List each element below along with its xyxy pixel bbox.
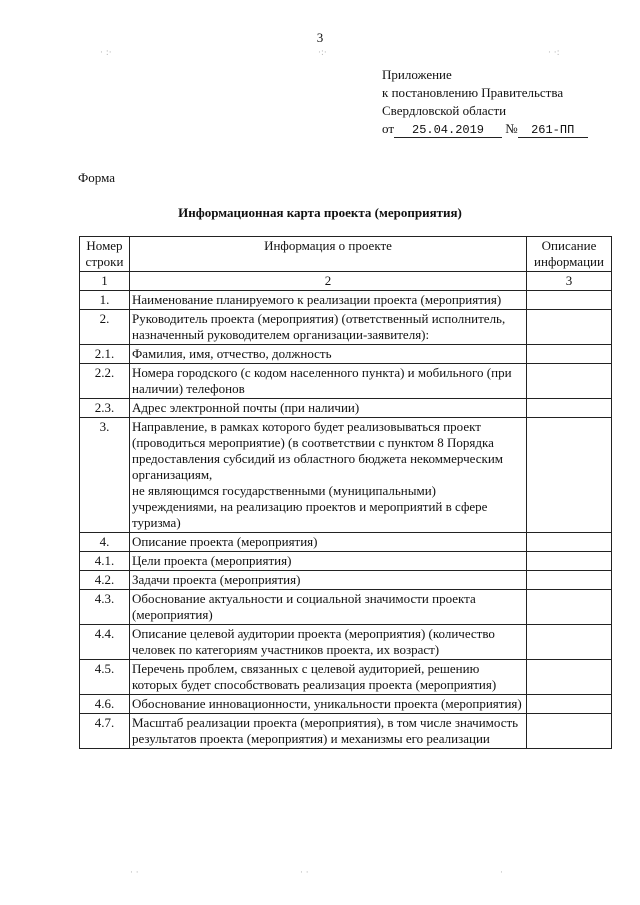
page-number: 3 (316, 30, 324, 45)
row-number: 1. (80, 291, 130, 310)
header-project-info: Информация о проекте (130, 237, 527, 272)
table-row (80, 590, 612, 625)
table-row (80, 714, 612, 749)
row-number: 3. (80, 418, 130, 533)
project-info-table (79, 236, 612, 749)
row-number: 2. (80, 310, 130, 345)
scan-artifact: · · (130, 868, 139, 878)
row-text: Обоснование актуальности и социальной значимости проекта (мероприятия) (130, 590, 527, 625)
scan-artifact: · · (300, 868, 309, 878)
date-value: 25.04.2019 (394, 123, 502, 138)
row-text: Номера городского (с кодом населенного пункта) и мобильного (при наличии) телефонов (130, 364, 527, 399)
row-description-cell[interactable] (527, 695, 612, 714)
scan-artifact: ·:· (318, 48, 327, 58)
row-text: Описание проекта (мероприятия) (130, 533, 527, 552)
table-row (80, 310, 612, 345)
row-description-cell[interactable] (527, 345, 612, 364)
table-row (80, 533, 612, 552)
row-description-cell[interactable] (527, 533, 612, 552)
scan-artifact: · :· (100, 48, 112, 58)
column-number: 3 (527, 272, 612, 291)
appendix-date-line (382, 120, 588, 138)
number-prefix: № (505, 121, 518, 136)
row-description-cell[interactable] (527, 399, 612, 418)
row-description-cell[interactable] (527, 418, 612, 533)
row-text-part: не являющимся государственными (муниципальными) учреждениями, на реализацию проектов и мероприятий в сфере туризма) (132, 483, 488, 530)
date-prefix: от (382, 121, 395, 136)
appendix-title: Приложение (382, 67, 452, 82)
row-description-cell[interactable] (527, 590, 612, 625)
row-number: 4.7. (80, 714, 130, 749)
row-description-cell[interactable] (527, 714, 612, 749)
row-number: 4.3. (80, 590, 130, 625)
document-title: Информационная карта проекта (мероприятия) (178, 205, 462, 220)
table-row (80, 399, 612, 418)
table-row (80, 418, 612, 533)
row-description-cell[interactable] (527, 364, 612, 399)
appendix-resolution: к постановлению Правительства (382, 85, 564, 100)
row-number: 2.3. (80, 399, 130, 418)
row-number: 4.2. (80, 571, 130, 590)
table-row (80, 345, 612, 364)
row-text: Фамилия, имя, отчество, должность (130, 345, 527, 364)
row-text: Наименование планируемого к реализации проекта (мероприятия) (130, 291, 527, 310)
scan-artifact: · ·: (548, 48, 560, 58)
row-number: 4.1. (80, 552, 130, 571)
appendix-block (382, 66, 588, 138)
table-row (80, 660, 612, 695)
row-text: Задачи проекта (мероприятия) (130, 571, 527, 590)
table-row (80, 695, 612, 714)
row-description-cell[interactable] (527, 571, 612, 590)
number-value: 261-ПП (518, 123, 588, 138)
table-row (80, 364, 612, 399)
table-row (80, 552, 612, 571)
appendix-region: Свердловской области (382, 103, 507, 118)
scan-artifact: · (500, 868, 503, 878)
row-text-part: Направление, в рамках которого будет реализовываться проект (проводиться мероприятие) (в соответствии с пунктом 8 Порядка предоставления субсидий из областного бюджета некоммерческим организациям, (132, 419, 504, 482)
column-number: 2 (130, 272, 527, 291)
row-description-cell[interactable] (527, 552, 612, 571)
header-row-number: Номер строки (80, 237, 130, 272)
table-row (80, 571, 612, 590)
row-number: 4.5. (80, 660, 130, 695)
row-number: 2.2. (80, 364, 130, 399)
table-row (80, 291, 612, 310)
row-text: Перечень проблем, связанных с целевой аудиторией, решению которых будет способствовать реализация проекта (мероприятия) (130, 660, 527, 695)
row-text: Обоснование инновационности, уникальности проекта (мероприятия) (130, 695, 527, 714)
row-text: Руководитель проекта (мероприятия) (ответственный исполнитель, назначенный руководителем организации-заявителя): (130, 310, 527, 345)
row-text-multiline (130, 418, 527, 533)
table-header-row (80, 237, 612, 272)
row-text: Масштаб реализации проекта (мероприятия), в том числе значимость результатов проекта (мероприятия) и механизмы его реализации (130, 714, 527, 749)
header-description: Описание информации (527, 237, 612, 272)
row-number: 4.4. (80, 625, 130, 660)
row-text: Цели проекта (мероприятия) (130, 552, 527, 571)
form-label: Форма (78, 170, 115, 185)
table-row (80, 625, 612, 660)
column-number: 1 (80, 272, 130, 291)
row-number: 4. (80, 533, 130, 552)
row-number: 2.1. (80, 345, 130, 364)
row-description-cell[interactable] (527, 625, 612, 660)
row-number: 4.6. (80, 695, 130, 714)
row-description-cell[interactable] (527, 310, 612, 345)
row-text: Адрес электронной почты (при наличии) (130, 399, 527, 418)
row-description-cell[interactable] (527, 660, 612, 695)
row-description-cell[interactable] (527, 291, 612, 310)
column-number-row (80, 272, 612, 291)
row-text: Описание целевой аудитории проекта (мероприятия) (количество человек по категориям участников проекта, их возраст) (130, 625, 527, 660)
